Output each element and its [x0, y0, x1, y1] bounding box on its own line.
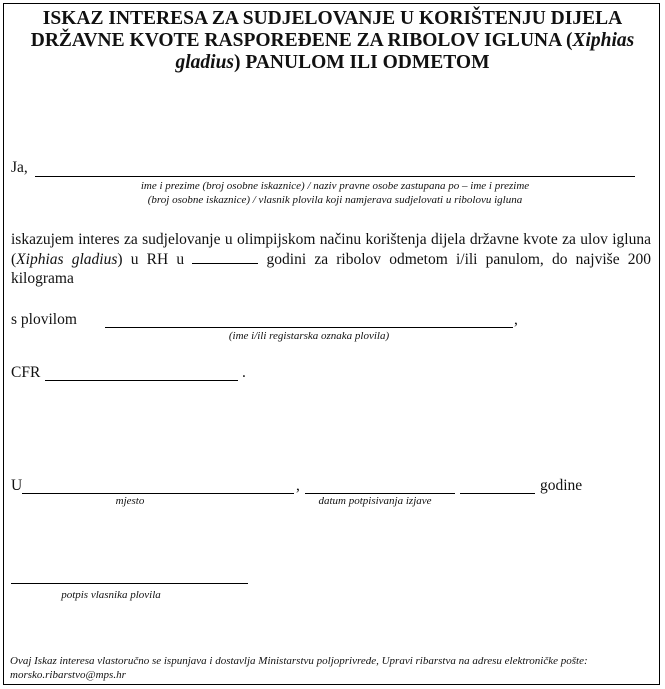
paragraph-text-2: ) u RH u: [117, 251, 185, 268]
title-line-3-text: ) PANULOM ILI ODMETOM: [234, 52, 490, 73]
title-line-2-text: DRŽAVNE KVOTE RASPOREĐENE ZA RIBOLOV IGLUNA (: [30, 30, 573, 51]
vessel-caption: (ime i/ili registarska oznaka plovila): [228, 330, 390, 342]
year-input-line[interactable]: [192, 249, 258, 264]
signature-input-line[interactable]: [11, 583, 248, 584]
cfr-input-line[interactable]: [45, 380, 238, 381]
name-input-line[interactable]: [35, 176, 635, 177]
title-line-3: [20, 52, 645, 74]
place-comma: ,: [296, 477, 300, 494]
year-signature-input-line[interactable]: [460, 493, 535, 494]
place-label: U: [11, 477, 23, 494]
ja-label: Ja,: [11, 159, 28, 176]
place-input-line[interactable]: [22, 493, 294, 494]
paragraph-species: Xiphias gladius: [16, 251, 118, 268]
paragraph-text-1: iskazujem interes za sudjelovanje u olimpijskom načinu korištenja dijela državne kvote za ulov igluna (: [11, 231, 651, 268]
title-line-2: [20, 30, 645, 52]
footer-note: Ovaj Iskaz interesa vlastoručno se ispunjava i dostavlja Ministarstvu poljoprivrede, Upravi ribarstva na adresu elektroničke pošte: morsko.ribarstvo@mps.hr: [10, 655, 588, 681]
godine-label: godine: [540, 477, 583, 494]
date-input-line[interactable]: [305, 493, 455, 494]
vessel-comma: ,: [514, 311, 518, 328]
date-caption: datum potpisivanja izjave: [318, 495, 432, 507]
cfr-period: .: [242, 364, 246, 381]
paragraph-text-3: godini za ribolov odmetom i/ili panulom, do najviše 200 kilograma: [11, 251, 652, 287]
interest-paragraph: [11, 230, 651, 288]
form-title: [20, 8, 645, 74]
cfr-label: CFR: [11, 364, 41, 381]
vessel-input-line[interactable]: [105, 327, 513, 328]
vessel-label: s plovilom: [11, 311, 77, 328]
name-caption-line-2: (broj osobne iskaznice) / vlasnik plovila koji namjerava sudjelovati u ribolovu igluna: [147, 194, 523, 206]
title-species-name: gladius: [175, 52, 235, 73]
title-line-1: ISKAZ INTERESA ZA SUDJELOVANJE U KORIŠTENJU DIJELA: [42, 8, 623, 29]
name-caption-line-1: ime i prezime (broj osobne iskaznice) / naziv pravne osobe zastupana po – ime i prezime: [140, 180, 530, 192]
title-species-genus: Xiphias: [572, 30, 635, 51]
place-caption: mjesto: [115, 495, 145, 507]
signature-caption: potpis vlasnika plovila: [61, 589, 161, 601]
